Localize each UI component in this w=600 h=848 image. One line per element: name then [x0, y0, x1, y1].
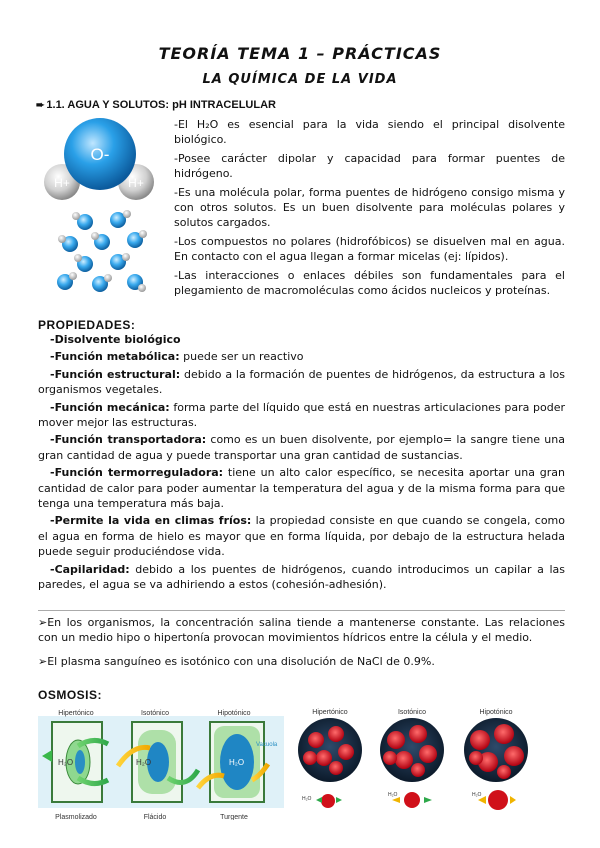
property-text: debido a los puentes de hidrógenos, cuando introducimos un capilar a las paredes, el agua se va adhiriendo a estos (cohesión-adhesión).: [38, 562, 565, 592]
property-term: -Función estructural:: [50, 367, 181, 381]
plant-label-isotonic: Isotónico: [140, 710, 170, 717]
property-item: [38, 465, 565, 511]
property-item: [38, 432, 565, 463]
plant-label-flaccid: Flácido: [143, 814, 167, 820]
osmosis-heading: OSMOSIS:: [38, 688, 103, 702]
plant-label-hypotonic: Hipotónico: [217, 710, 251, 717]
intro-paragraph: -El H₂O es esencial para la vida siendo el principal disolvente biológico.: [174, 118, 565, 147]
intro-paragraph: -Posee carácter dipolar y capacidad para formar puentes de hidrógeno.: [174, 151, 565, 181]
water-label: H₂O: [302, 796, 312, 802]
property-term: -Función termorreguladora:: [50, 466, 224, 480]
rbc-isotonic-cell: [388, 792, 432, 808]
property-text: tiene un alto calor específico, se necesita aportar una gran cantidad de calor para poder aumentar la temperatura del agua y de la misma forma para que tenga una temperatura más baja.: [38, 466, 565, 511]
document-subtitle: LA QUÍMICA DE LA VIDA: [202, 72, 398, 87]
water-label: H₂O: [388, 792, 398, 798]
vacuole-label: Vacuola: [256, 742, 278, 748]
property-term: -Función metabólica:: [50, 350, 180, 364]
property-item: [38, 562, 565, 593]
intro-paragraph: -Los compuestos no polares (hidrofóbicos) se disuelven mal en agua. En contacto con el agua llegan a formar micelas (ej: lípidos).: [174, 234, 565, 264]
property-text: debido a la formación de puentes de hidrógenos, da estructura a los organismos vegetales.: [38, 367, 565, 397]
rbc-label-isotonic: Isotónico: [397, 709, 427, 716]
property-item: [38, 513, 565, 559]
hydrogen-right-label: H+: [128, 176, 144, 190]
plant-cell-osmosis-figure: [38, 706, 284, 820]
property-item: [38, 400, 565, 431]
plant-label-hypertonic: Hipertónico: [58, 710, 94, 717]
water-label: H₂O: [136, 758, 152, 767]
water-cluster-icon: [57, 210, 147, 292]
rbc-isotonic-dish: [380, 718, 444, 782]
document-title: TEORÍA TEMA 1 – PRÁCTICAS: [158, 44, 442, 63]
water-label: H₂O: [472, 792, 482, 798]
property-term: -Disolvente biológico: [50, 333, 181, 346]
rbc-hypertonic-cell: [302, 794, 342, 808]
rbc-hypertonic-dish: [298, 718, 362, 782]
rbc-hypotonic-cell: [472, 790, 516, 810]
intro-paragraph: -Es una molécula polar, forma puentes de hidrógeno consigo misma y con otros solutos. Es un buen disolvente para moléculas polares y solutos cargados.: [174, 185, 565, 230]
property-term: -Función transportadora:: [50, 433, 207, 447]
property-text: como es un buen disolvente, por ejemplo= la sangre tiene una gran cantidad de agua y puede transportar una gran cantidad de sustancias.: [38, 433, 565, 462]
rbc-hypotonic-dish: [464, 718, 528, 782]
hydrogen-left-label: H+: [54, 176, 70, 190]
property-text: puede ser un reactivo: [179, 350, 304, 364]
arrow-icon: ➨: [36, 100, 45, 111]
intro-paragraph: -Las interacciones o enlaces débiles son fundamentales para el plegamiento de macromoléculas como ácidos nucleicos y proteínas.: [174, 268, 565, 298]
section-heading-text: 1.1. AGUA Y SOLUTOS: pH INTRACELULAR: [46, 99, 276, 111]
section-heading: [36, 99, 276, 111]
property-term: -Permite la vida en climas fríos:: [50, 514, 252, 528]
rbc-osmosis-figure: [286, 704, 566, 816]
intro-text: [174, 117, 565, 301]
property-text: forma parte del líquido que está en nuestras articulaciones para poder mover mejor las estructuras.: [38, 400, 565, 430]
water-label: H₂O: [58, 758, 74, 767]
property-text: la propiedad consiste en que cuando se congela, como el agua en forma de hielo es mayor que en forma líquida, por debajo de la estructura helada puede seguir produciéndose vida.: [38, 514, 565, 559]
rbc-label-hypotonic: Hipotónico: [479, 709, 513, 716]
property-item: [38, 332, 565, 347]
water-molecule-illustration: [40, 112, 170, 302]
plasmolyzed-cell: [42, 722, 108, 802]
divider: [38, 610, 565, 611]
property-item: [38, 349, 565, 364]
conclusion-paragraph: ➢El plasma sanguíneo es isotónico con una disolución de NaCl de 0.9%.: [38, 654, 435, 668]
conclusions: [38, 615, 565, 677]
property-term: -Capilaridad:: [50, 562, 130, 576]
oxygen-label: O-: [90, 145, 110, 164]
plant-label-turgid: Turgente: [220, 814, 248, 820]
properties-heading: PROPIEDADES:: [38, 318, 136, 332]
rbc-label-hypertonic: Hipertónico: [312, 709, 348, 716]
conclusion-paragraph: ➢En los organismos, la concentración salina tiende a mantenerse constante. Las relaciones con un medio hipo o hipertonía provocan movimientos hídricos entre la célula y el medio.: [38, 616, 565, 645]
property-term: -Función mecánica:: [50, 400, 170, 414]
properties-list: [38, 332, 565, 595]
plant-label-plasmolyzed: Plasmolizado: [55, 814, 97, 820]
property-item: [38, 367, 565, 398]
water-label: H₂O: [229, 758, 245, 767]
